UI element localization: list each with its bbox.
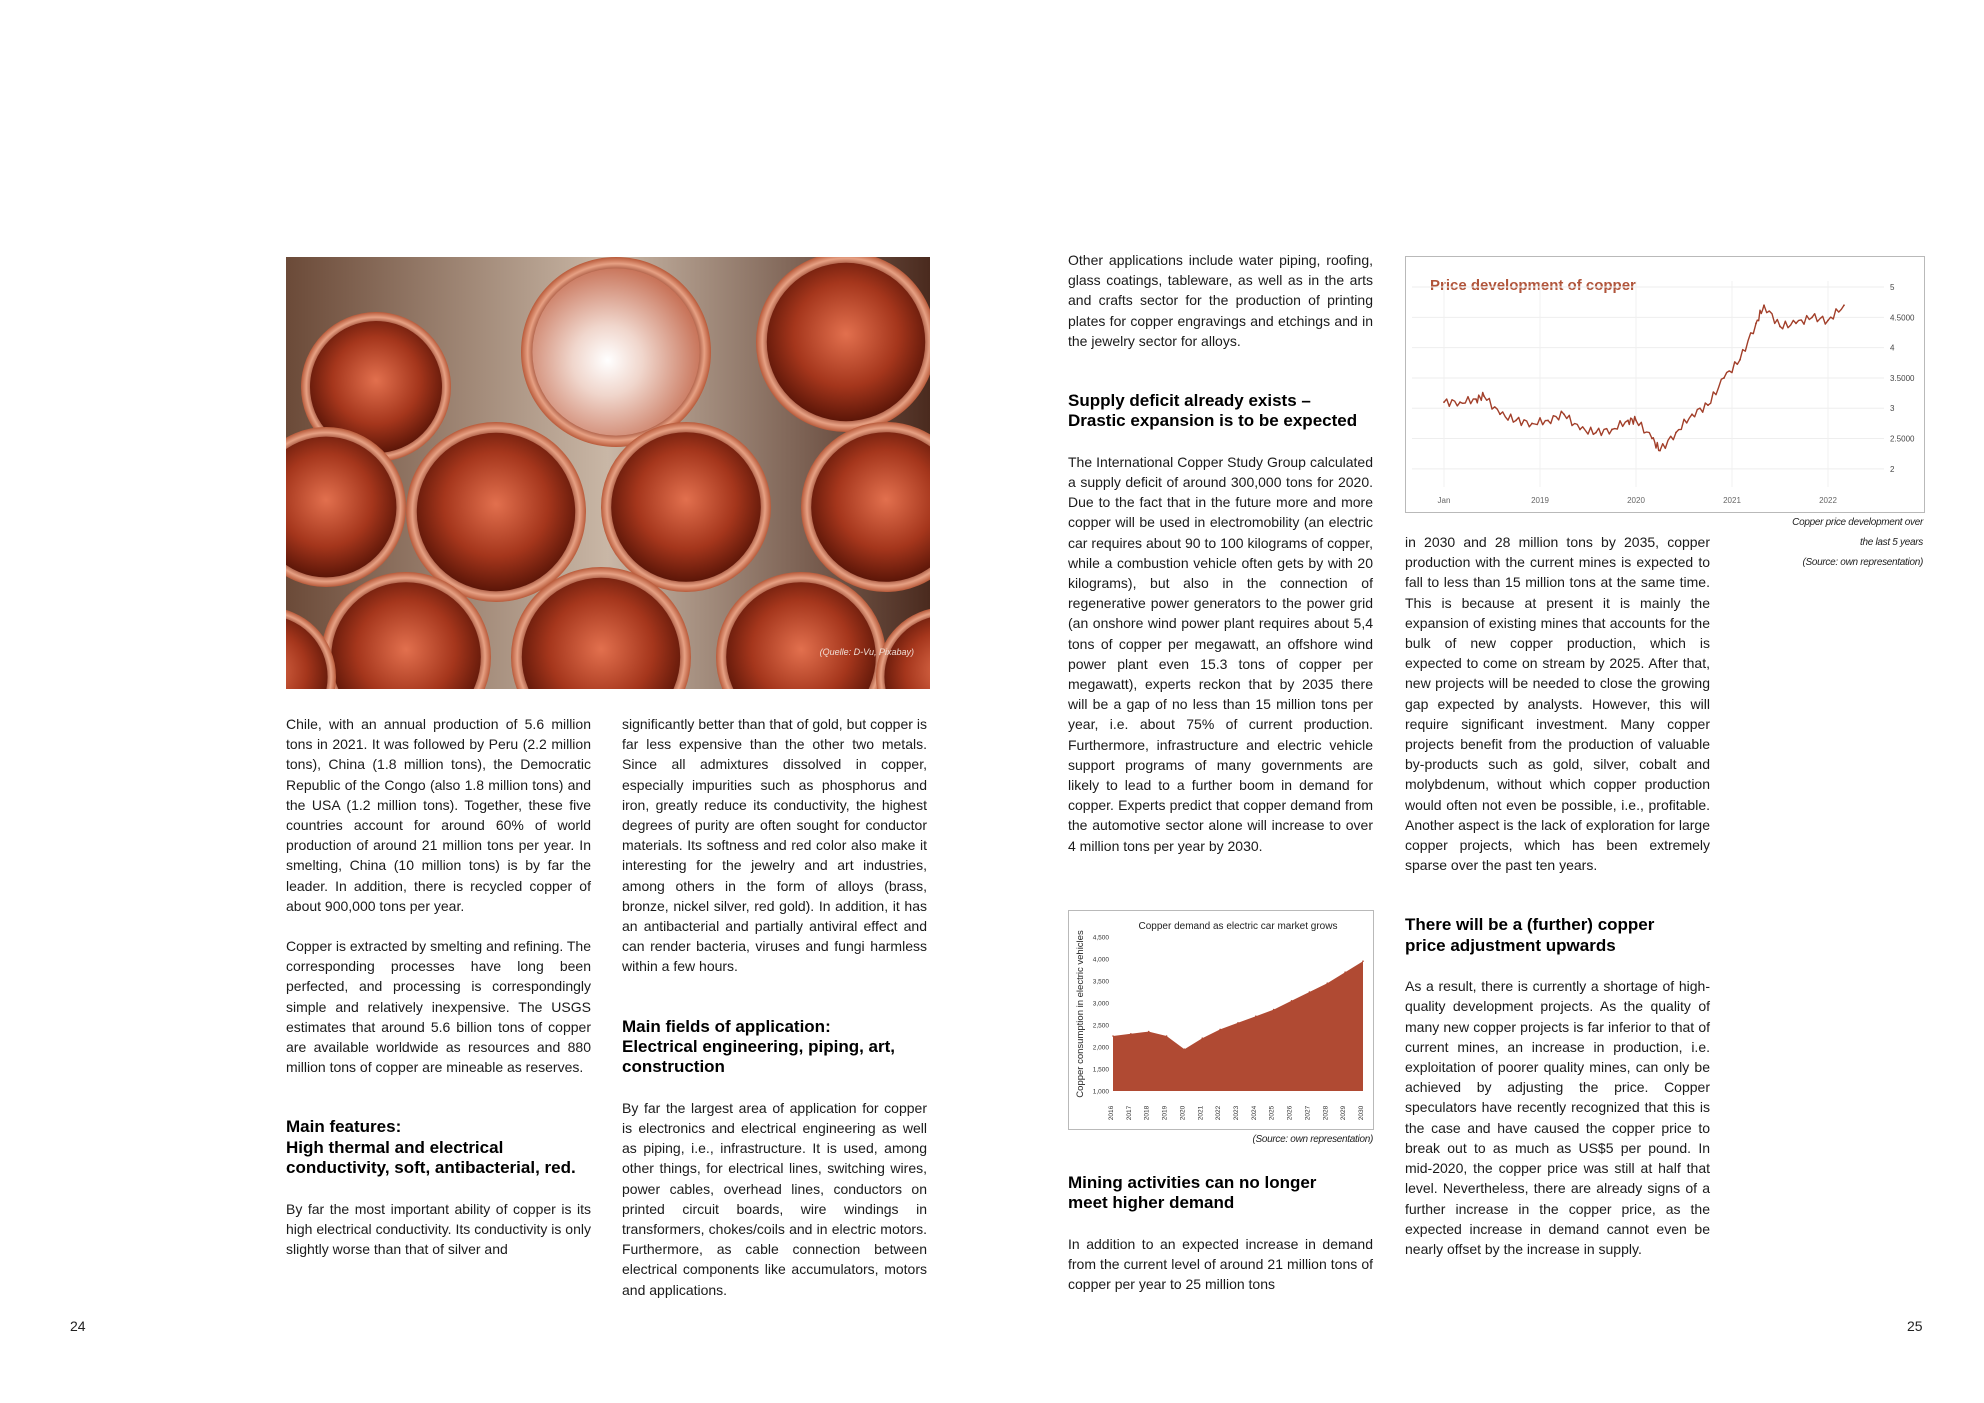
caption-line: Copper price development over bbox=[1792, 517, 1923, 528]
section-heading-main-fields bbox=[622, 1017, 927, 1078]
price-y-tick-label: 2 bbox=[1890, 464, 1895, 474]
demand-point bbox=[1166, 1035, 1168, 1037]
price-point bbox=[1483, 395, 1485, 397]
demand-x-tick-label: 2017 bbox=[1125, 1105, 1133, 1121]
demand-x-tick-label: 2020 bbox=[1179, 1105, 1187, 1121]
heading-line: Drastic expansion is to be expected bbox=[1068, 411, 1358, 431]
price-point bbox=[1723, 377, 1725, 379]
column-1 bbox=[286, 714, 591, 1279]
price-point bbox=[1459, 401, 1461, 403]
demand-area bbox=[1113, 961, 1363, 1091]
price-point bbox=[1659, 450, 1661, 452]
caption-line: (Source: own representation) bbox=[1802, 557, 1923, 568]
copper-price-chart-svg bbox=[1406, 257, 1924, 512]
pipe-opening bbox=[767, 263, 925, 421]
price-y-tick-label: 4 bbox=[1890, 343, 1895, 353]
demand-x-tick-label: 2022 bbox=[1215, 1105, 1223, 1121]
demand-x-tick-label: 2026 bbox=[1286, 1105, 1294, 1121]
price-point bbox=[1779, 326, 1781, 328]
price-x-tick-label: 2020 bbox=[1627, 496, 1645, 505]
heading-line: Mining activities can no longer bbox=[1068, 1173, 1317, 1192]
price-point bbox=[1707, 404, 1709, 406]
section-heading-mining bbox=[1068, 1173, 1373, 1214]
demand-x-tick-label: 2025 bbox=[1268, 1105, 1276, 1121]
price-point bbox=[1795, 323, 1797, 325]
demand-x-tick-label: 2024 bbox=[1250, 1105, 1258, 1121]
demand-point bbox=[1362, 960, 1364, 962]
pipe-opening bbox=[532, 268, 699, 435]
demand-point bbox=[1201, 1037, 1203, 1039]
price-point bbox=[1763, 304, 1765, 306]
demand-x-tick-label: 2030 bbox=[1358, 1105, 1365, 1121]
price-point bbox=[1563, 413, 1565, 415]
paragraph: Other applications include water piping, roofing, glass coatings, tableware, as well as in the arts and crafts sector for the production of printing plates for copper engravings and etchings and in the jewelry sector for alloys. bbox=[1068, 252, 1373, 349]
copper-pipes-illustration bbox=[286, 257, 930, 689]
demand-y-tick-label: 4,000 bbox=[1092, 956, 1109, 964]
demand-y-tick-label: 4,500 bbox=[1092, 934, 1109, 942]
demand-chart-title: Copper demand as electric car market grows bbox=[1138, 921, 1338, 932]
price-x-tick-label: Jan bbox=[1437, 496, 1451, 505]
price-chart-caption bbox=[1700, 513, 1923, 573]
price-point bbox=[1475, 398, 1477, 400]
price-point bbox=[1739, 359, 1741, 361]
column-3-top bbox=[1068, 250, 1373, 876]
price-y-tick-label: 2.5000 bbox=[1890, 434, 1915, 444]
section-heading-price-adjustment bbox=[1405, 915, 1710, 956]
demand-x-tick-label: 2028 bbox=[1322, 1105, 1330, 1121]
price-x-tick-label: 2021 bbox=[1723, 496, 1741, 505]
heading-line: Main features: bbox=[286, 1117, 402, 1137]
demand-chart-ylabel: Copper consumption in electric vehicles bbox=[1075, 930, 1086, 1098]
price-point bbox=[1611, 429, 1613, 431]
heading-line: High thermal and electrical conductivity, soft, antibacterial, red. bbox=[286, 1137, 576, 1178]
demand-x-tick-label: 2027 bbox=[1304, 1105, 1312, 1121]
demand-point bbox=[1344, 971, 1346, 973]
paragraph: Chile, with an annual production of 5.6 million tons in 2021. It was followed by Peru (2.2 million tons), China (1.8 million tons), the Democratic Republic of the Congo (also 1.8 million tons) and the USA (1.2 million tons). Together, these five countries account for around 60% of world production of around 21 million tons per year. In smelting, China (10 million tons) is by far the leader. In addition, there is recycled copper of about 900,000 tons per year. bbox=[286, 716, 591, 914]
demand-x-tick-label: 2021 bbox=[1197, 1105, 1205, 1121]
price-point bbox=[1531, 422, 1533, 424]
demand-x-tick-label: 2018 bbox=[1143, 1105, 1151, 1121]
price-point bbox=[1691, 413, 1693, 415]
paragraph: In addition to an expected increase in demand from the current level of around 21 million tons of copper per year to 25 million tons bbox=[1068, 1235, 1373, 1293]
demand-point bbox=[1237, 1022, 1239, 1024]
price-point bbox=[1443, 401, 1445, 403]
paragraph: significantly better than that of gold, but copper is far less expensive than the other two metals. Since all admixtures dissolved in copper, especially impurities such as phosphorus and iron, greatly reduce its conductivity, the highest degrees of purity are often sought for conductor materials. Its softness and red color also make it interesting for the jewelry and art industries, among others in the form of alloys (brass, bronze, nickel silver, red gold). In addition, it has an antibacterial and partially antiviral effect and can render bacteria, viruses and fungi harmless within a few hours. bbox=[622, 716, 927, 975]
demand-y-tick-label: 2,500 bbox=[1092, 1022, 1109, 1030]
heading-line: Main fields of application: bbox=[622, 1016, 831, 1036]
column-4 bbox=[1405, 532, 1710, 1279]
price-point bbox=[1547, 419, 1549, 421]
paragraph: in 2030 and 28 million tons by 2035, copper production with the current mines is expected to fall to less than 15 million tons at the same time. This is because at present it is mainly the expansion of existing mines that accounts for the bulk of new copper production, which is expected to come on stream by 2025. After that, new projects will be needed to close the growing gap expected by analysts. However, this will require significant investment. Many copper projects benefit from the production of valuable by-products such as gold, silver, cobalt and molybdenum, without which copper production would often not even be possible, i.e., profitable. Another aspect is the lack of exploration for large copper projects, which has been extremely sparse over the past ten years. bbox=[1405, 534, 1710, 874]
pipe-opening bbox=[417, 433, 575, 591]
paragraph: By far the most important ability of copper is its high electrical conductivity. Its conductivity is only slightly worse than that of silver and bbox=[286, 1200, 591, 1258]
chart-caption: (Source: own representation) bbox=[1252, 1134, 1373, 1145]
price-point bbox=[1635, 419, 1637, 421]
copper-demand-chart-svg bbox=[1069, 911, 1373, 1129]
demand-point bbox=[1130, 1033, 1132, 1035]
price-x-tick-label: 2022 bbox=[1819, 496, 1837, 505]
price-point bbox=[1627, 419, 1629, 421]
paragraph: As a result, there is currently a shortage of high-quality development projects. As the quality of many new copper projects is far inferior to that of current mines, an increase in production, i.e. exploitation of poorer quality mines, can only be achieved by adjusting the price. Copper speculators have recently recognized that this is the case and have caused the copper price to break out to as much as US$5 per pound. In mid-2020, the copper price was still at half that level. Nevertheless, there are already signs of a further increase in the copper price, as the expected increase in demand cannot even be nearly offset by the increase in supply. bbox=[1405, 978, 1710, 1257]
demand-point bbox=[1112, 1035, 1114, 1037]
demand-point bbox=[1219, 1029, 1221, 1031]
demand-point bbox=[1326, 982, 1328, 984]
price-point bbox=[1811, 316, 1813, 318]
heading-line: Supply deficit already exists – bbox=[1068, 391, 1311, 411]
price-point bbox=[1499, 413, 1501, 415]
demand-point bbox=[1184, 1048, 1186, 1050]
demand-x-tick-label: 2023 bbox=[1233, 1105, 1240, 1121]
pipe-opening bbox=[611, 432, 761, 582]
demand-point bbox=[1273, 1009, 1275, 1011]
heading-line: There will be a (further) copper bbox=[1405, 915, 1655, 935]
demand-y-tick-label: 3,000 bbox=[1092, 1000, 1109, 1008]
photo-credit: (Quelle: D-Vu, Pixabay) bbox=[819, 647, 914, 657]
copper-price-chart bbox=[1405, 256, 1925, 513]
demand-y-tick-label: 1,500 bbox=[1092, 1066, 1109, 1074]
demand-point bbox=[1291, 1000, 1293, 1002]
demand-y-tick-label: 2,000 bbox=[1092, 1044, 1109, 1052]
copper-pipes-photo bbox=[286, 257, 930, 689]
demand-point bbox=[1148, 1031, 1150, 1033]
price-y-tick-label: 3 bbox=[1890, 404, 1895, 414]
heading-line: Electrical engineering, piping, art, construction bbox=[622, 1037, 896, 1077]
column-2 bbox=[622, 714, 927, 1320]
price-point bbox=[1827, 319, 1829, 321]
demand-point bbox=[1255, 1015, 1257, 1017]
price-y-tick-label: 3.5000 bbox=[1890, 373, 1915, 383]
price-point bbox=[1843, 304, 1845, 306]
section-heading-supply-deficit bbox=[1068, 391, 1373, 432]
price-point bbox=[1755, 323, 1757, 325]
price-point bbox=[1675, 432, 1677, 434]
heading-line: meet higher demand bbox=[1068, 1193, 1235, 1213]
caption-line: the last 5 years bbox=[1859, 537, 1923, 548]
column-3-bottom bbox=[1068, 1173, 1373, 1314]
copper-demand-chart bbox=[1068, 910, 1374, 1130]
price-y-tick-label: 5 bbox=[1890, 283, 1895, 293]
demand-x-tick-label: 2029 bbox=[1340, 1105, 1348, 1121]
paragraph: Copper is extracted by smelting and refining. The corresponding processes have long been perfected, and processing is correspondingly simple and relatively inexpensive. The USGS estimates that around 5.6 billion tons of copper are available worldwide as resources and 880 million tons of copper are mineable as reserves. bbox=[286, 938, 591, 1076]
demand-y-tick-label: 3,500 bbox=[1092, 978, 1109, 986]
demand-x-tick-label: 2019 bbox=[1161, 1105, 1169, 1121]
heading-line: price adjustment upwards bbox=[1405, 935, 1616, 955]
price-point bbox=[1515, 419, 1517, 421]
page-number-right: 25 bbox=[1907, 1318, 1923, 1334]
paragraph: By far the largest area of application for copper is electronics and electrical engineering as well as piping, i.e., infrastructure. It is used, among other things, for electrical lines, switching wires, power cables, overhead lines, conductors on printed circuit boards, wire windings in transformers, chokes/coils and in electric motors. Furthermore, as cable connection between electrical components like accumulators, motors and applications. bbox=[622, 1099, 927, 1298]
price-point bbox=[1579, 429, 1581, 431]
price-point bbox=[1595, 432, 1597, 434]
demand-y-tick-label: 1,000 bbox=[1092, 1088, 1109, 1096]
page-number-left: 24 bbox=[70, 1318, 86, 1334]
price-point bbox=[1651, 438, 1653, 440]
price-chart-title: Price development of copper bbox=[1430, 277, 1636, 294]
section-heading-main-features bbox=[286, 1117, 591, 1178]
price-y-tick-label: 4.5000 bbox=[1890, 313, 1915, 323]
demand-point bbox=[1309, 991, 1311, 993]
demand-x-tick-label: 2016 bbox=[1108, 1105, 1115, 1121]
paragraph: The International Copper Study Group calculated a supply deficit of around 300,000 tons for 2020. Due to the fact that in the future more and more copper will be used in electromobility (an electric car requires about 90 to 100 kilograms of copper, while a combustion vehicle often gets by with 20 kilograms), but also in the connection of regenerative power generators to the power grid (an onshore wind power plant requires about 5,4 tons of copper per megawatt, an offshore wind power plant even 15.3 tons of copper per megawatt), experts reckon that by 2035 there will be a gap of no less than 15 million tons per year, i.e. about 75% of current production. Furthermore, infrastructure and electric vehicle support programs of many governments are likely to lead to a further boom in demand for copper. Experts predict that copper demand from the automotive sector alone will increase to over 4 million tons per year by 2030. bbox=[1068, 453, 1373, 854]
price-x-tick-label: 2019 bbox=[1531, 496, 1549, 505]
